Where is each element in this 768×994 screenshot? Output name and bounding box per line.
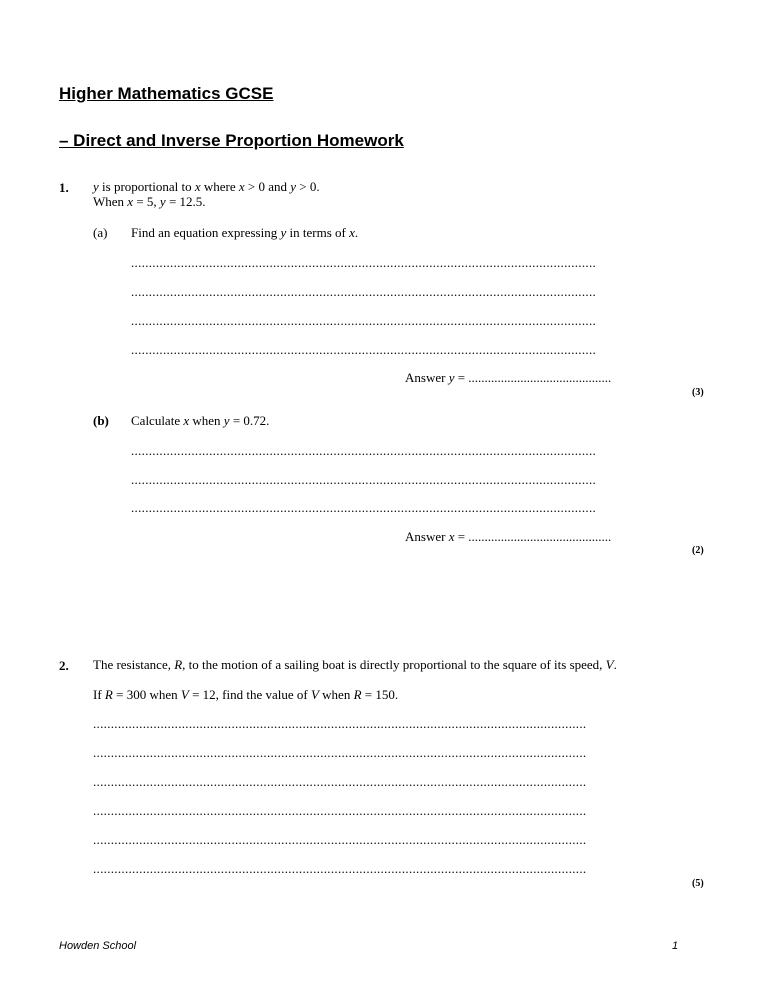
answer-line: ................................................................................................................................... xyxy=(131,255,597,270)
answer-line: ................................................................................................................................... xyxy=(131,342,597,357)
question-1a-answer: Answer y = ............................................ xyxy=(405,370,612,385)
question-1b-marks: (2) xyxy=(692,545,704,556)
question-1b-answer: Answer x = ............................................ xyxy=(405,529,612,544)
question-1b-text: Calculate x when y = 0.72. xyxy=(131,413,270,428)
question-2-text-line2: If R = 300 when V = 12, find the value of V when R = 150. xyxy=(93,687,399,702)
answer-line: ........................................................................................................................................... xyxy=(93,745,587,760)
page-subtitle: – Direct and Inverse Proportion Homework xyxy=(59,131,404,150)
answer-line: ................................................................................................................................... xyxy=(131,472,597,487)
question-2-number: 2. xyxy=(59,658,69,673)
question-1-stem-line2: When x = 5, y = 12.5. xyxy=(93,194,206,209)
question-1-stem-line1: y is proportional to x where x > 0 and y > 0. xyxy=(93,179,320,194)
answer-line: ........................................................................................................................................... xyxy=(93,716,587,731)
question-1a-text: Find an equation expressing y in terms of x. xyxy=(131,225,359,240)
question-1a-label: (a) xyxy=(93,225,108,240)
question-2-text-line1: The resistance, R, to the motion of a sailing boat is directly proportional to the square of its speed, V. xyxy=(93,657,617,672)
question-1b-label: (b) xyxy=(93,413,109,428)
answer-line: ................................................................................................................................... xyxy=(131,313,597,328)
answer-line: ................................................................................................................................... xyxy=(131,500,597,515)
question-1a-marks: (3) xyxy=(692,387,704,398)
answer-line: ................................................................................................................................... xyxy=(131,443,597,458)
page-title: Higher Mathematics GCSE xyxy=(59,84,274,103)
answer-line: ........................................................................................................................................... xyxy=(93,803,587,818)
question-1-number: 1. xyxy=(59,180,69,195)
footer-school: Howden School xyxy=(59,940,137,952)
answer-line: ........................................................................................................................................... xyxy=(93,861,587,876)
question-2-marks: (5) xyxy=(692,878,704,889)
answer-line: ........................................................................................................................................... xyxy=(93,774,587,789)
answer-line: ................................................................................................................................... xyxy=(131,284,597,299)
footer-page-number: 1 xyxy=(672,940,679,952)
answer-line: ........................................................................................................................................... xyxy=(93,832,587,847)
